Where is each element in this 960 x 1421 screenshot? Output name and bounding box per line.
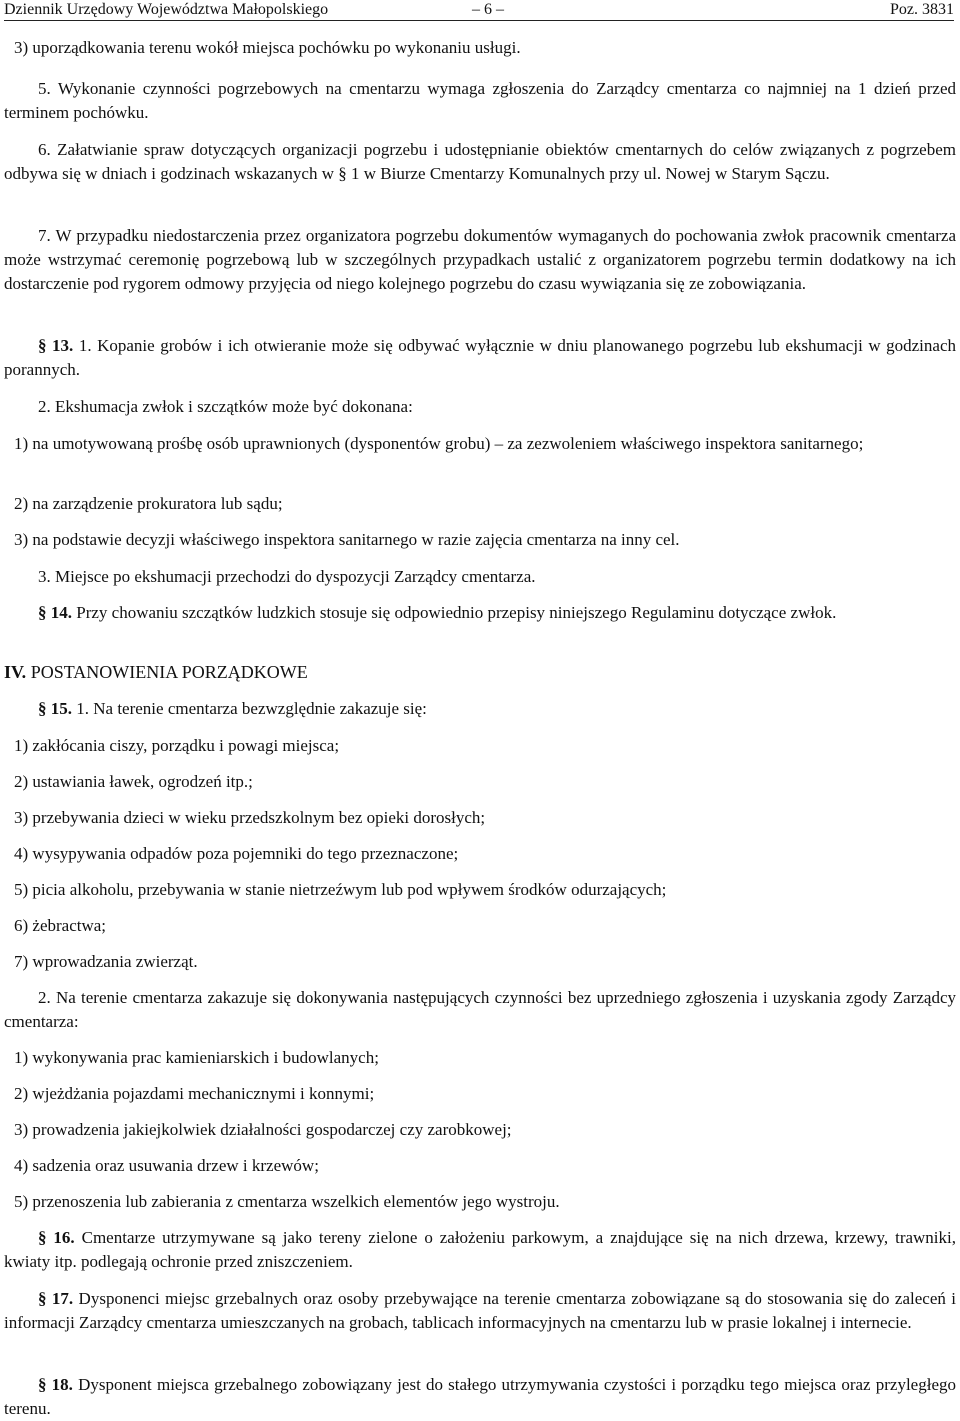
paragraph-3: 3) uporządkowania terenu wokół miejsca pochówku po wykonaniu usługi. [14, 38, 521, 57]
chapter-4-heading: IV. POSTANOWIENIA PORZĄDKOWE [4, 662, 308, 682]
section-15-2-item-3: 3) prowadzenia jakiejkolwiek działalności gospodarczej czy zarobkowej; [14, 1120, 512, 1139]
section-15-1-item-2: 2) ustawiania ławek, ogrodzeń itp.; [14, 772, 253, 791]
section-14: § 14. Przy chowaniu szczątków ludzkich stosuje się odpowiednio przepisy niniejszego Regulaminu dotyczące zwłok. [38, 603, 837, 622]
page-number: – 6 – [472, 1, 504, 18]
section-15-1-item-3: 3) przebywania dzieci w wieku przedszkolnym bez opieki dorosłych; [14, 808, 486, 827]
section-13-number: § 13. [38, 336, 74, 355]
paragraph-6: 6. Załatwianie spraw dotyczących organizacji pogrzebu i udostępnianie obiektów cmentarnych do celów związanych z pogrzebem odbywa się w dniach i godzinach wskazanych w § 1 w Biurze Cmentarzy Komunalnych przy ul. Nowej w Starym Sączu. [4, 140, 956, 183]
section-15-1-item-5: 5) picia alkoholu, przebywania w stanie nietrzeźwym lub pod wpływem środków odurzających; [14, 880, 667, 899]
section-18-number: § 18. [38, 1375, 73, 1394]
section-13-2-item-1: 1) na umotywowaną prośbę osób uprawnionych (dysponentów grobu) – za zezwoleniem właściwego inspektora sanitarnego; [14, 434, 864, 453]
journal-title: Dziennik Urzędowy Województwa Małopolskiego [4, 1, 329, 18]
section-15-number: § 15. [38, 699, 72, 718]
section-15-2-item-1: 1) wykonywania prac kamieniarskich i budowlanych; [14, 1048, 379, 1067]
paragraph-7: 7. W przypadku niedostarczenia przez organizatora pogrzebu dokumentów wymaganych do pochowania zwłok pracownik cmentarza może wstrzymać ceremonię pogrzebową lub w szczególnych przypadkach ustalić z organizatorem pogrzebu termin dodatkowy na ich dostarczenie pod rygorem odmowy przyjęcia od niego kolejnego pogrzebu do czasu wywiązania się ze zobowiązania. [4, 226, 956, 293]
section-13-2-item-2: 2) na zarządzenie prokuratora lub sądu; [14, 494, 283, 513]
paragraph-5: 5. Wykonanie czynności pogrzebowych na cmentarzu wymaga zgłoszenia do Zarządcy cmentarza co najmniej na 1 dzień przed terminem pochówku. [4, 79, 956, 122]
section-15-1-item-4: 4) wysypywania odpadów poza pojemniki do tego przeznaczone; [14, 844, 459, 863]
section-17-number: § 17. [38, 1289, 74, 1308]
section-13-2-item-3: 3) na podstawie decyzji właściwego inspektora sanitarnego w razie zajęcia cmentarza na inny cel. [14, 530, 680, 549]
section-15-1-item-1: 1) zakłócania ciszy, porządku i powagi miejsca; [14, 736, 340, 755]
section-15-2: 2. Na terenie cmentarza zakazuje się dokonywania następujących czynności bez uprzedniego zgłoszenia i uzyskania zgody Zarządcy cmentarza: [4, 988, 956, 1031]
section-15: § 15. 1. Na terenie cmentarza bezwzględnie zakazuje się: [38, 699, 427, 718]
section-16: § 16. Cmentarze utrzymywane są jako tereny zielone o założeniu parkowym, a znajdujące się na nich drzewa, krzewy, trawniki, kwiaty itp. podlegają ochronie przed zniszczeniem. [4, 1228, 957, 1271]
section-15-2-item-4: 4) sadzenia oraz usuwania drzew i krzewów; [14, 1156, 319, 1175]
section-13-2: 2. Ekshumacja zwłok i szczątków może być dokonana: [38, 397, 413, 416]
position-number: Poz. 3831 [890, 1, 954, 18]
section-17: § 17. Dysponenci miejsc grzebalnych oraz osoby przebywające na terenie cmentarza zobowiązane są do stosowania się do zaleceń i informacji Zarządcy cmentarza umieszczanych na grobach, tablicach informacyjnych na cmentarzu lub w prasie lokalnej i internecie. [4, 1289, 956, 1332]
section-15-1-item-7: 7) wprowadzania zwierząt. [14, 952, 198, 971]
section-16-number: § 16. [38, 1228, 75, 1247]
section-15-1-item-6: 6) żebractwa; [14, 916, 107, 935]
section-15-2-item-5: 5) przenoszenia lub zabierania z cmentarza wszelkich elementów jego wystroju. [14, 1192, 560, 1211]
section-14-number: § 14. [38, 603, 72, 622]
section-18: § 18. Dysponent miejsca grzebalnego zobowiązany jest do stałego utrzymywania czystości i porządku tego miejsca oraz przyległego terenu. [4, 1375, 956, 1418]
section-13: § 13. 1. Kopanie grobów i ich otwieranie może się odbywać wyłącznie w dniu planowanego pogrzebu lub ekshumacji w godzinach porannych. [4, 336, 956, 379]
page-header [4, 0, 954, 21]
section-15-2-item-2: 2) wjeżdżania pojazdami mechanicznymi i konnymi; [14, 1084, 375, 1103]
section-13-3: 3. Miejsce po ekshumacji przechodzi do dyspozycji Zarządcy cmentarza. [38, 567, 536, 586]
